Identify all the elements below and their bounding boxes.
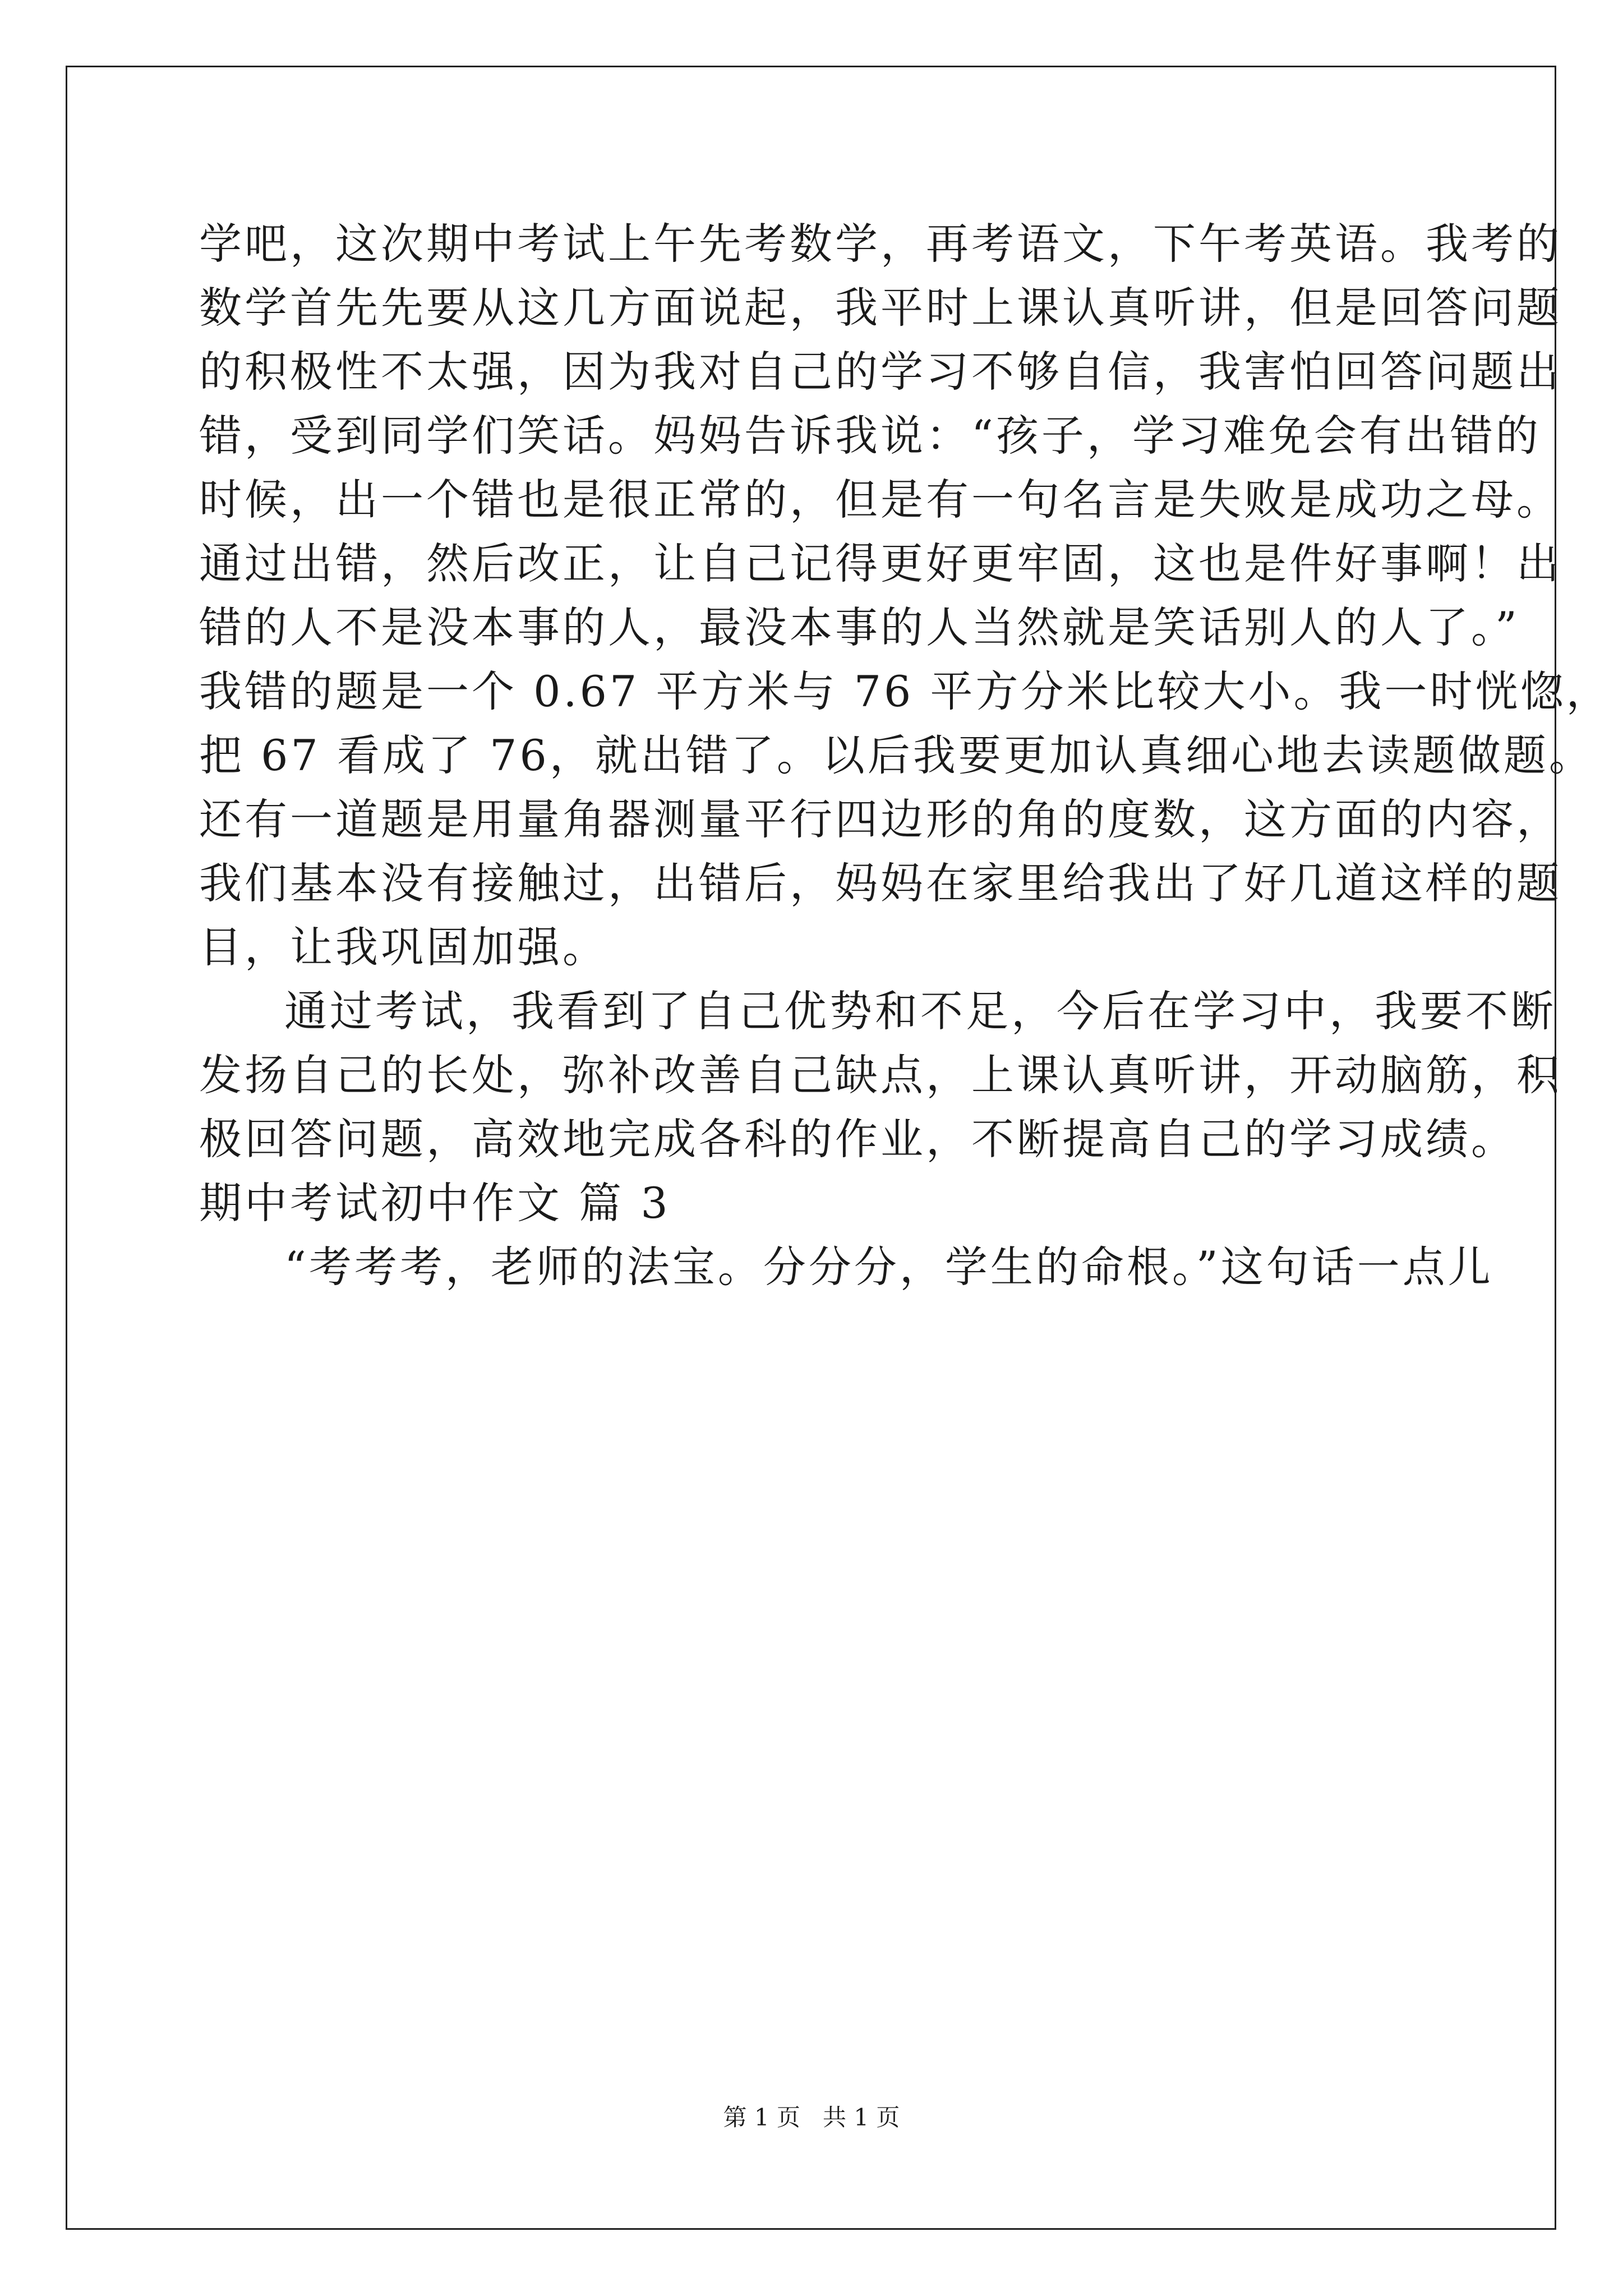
text-line: 我错的题是一个 0.67 平方米与 76 平方分米比较大小。我一时恍惚， [199, 666, 1612, 716]
text-line: 我们基本没有接触过，出错后，妈妈在家里给我出了好几道这样的题 [199, 858, 1562, 908]
paragraph-first-line: 通过考试，我看到了自己优势和不足，今后在学习中，我要不断 [284, 986, 1556, 1036]
text-line: 把 67 看成了 76，就出错了。以后我要更加认真细心地去读题做题。 [199, 730, 1594, 780]
text-line: 目，让我巩固加强。 [199, 922, 608, 972]
paragraph-first-line: “考考考，老师的法宝。分分分，学生的命根。”这句话一点儿 [284, 1242, 1493, 1292]
page-total: 共 1 页 [823, 2104, 900, 2131]
page-number: 第 1 页 [723, 2104, 800, 2131]
text-line: 数学首先先要从这几方面说起，我平时上课认真听讲，但是回答问题 [199, 283, 1562, 333]
text-line: 错，受到同学们笑话。妈妈告诉我说：“孩子，学习难免会有出错的 [199, 411, 1541, 461]
text-line: 极回答问题，高效地完成各科的作业，不断提高自己的学习成绩。 [199, 1114, 1516, 1164]
text-line: 通过出错，然后改正，让自己记得更好更牢固，这也是件好事啊！出 [199, 539, 1562, 588]
text-line: 错的人不是没本事的人，最没本事的人当然就是笑话别人的人了。” [199, 602, 1520, 652]
text-line: 还有一道题是用量角器测量平行四边形的角的度数，这方面的内容， [199, 794, 1562, 844]
text-line: 时候，出一个错也是很正常的，但是有一句名言是失败是成功之母。 [199, 475, 1562, 524]
text-line: 学吧，这次期中考试上午先考数学，再考语文，下午考英语。我考的 [199, 219, 1562, 269]
text-line: 的积极性不太强，因为我对自己的学习不够自信，我害怕回答问题出 [199, 347, 1562, 397]
text-line: 发扬自己的长处，弥补改善自己缺点，上课认真听讲，开动脑筋，积 [199, 1050, 1562, 1100]
section-heading: 期中考试初中作文 篇 3 [199, 1178, 671, 1228]
page-footer [0, 2101, 1623, 2134]
